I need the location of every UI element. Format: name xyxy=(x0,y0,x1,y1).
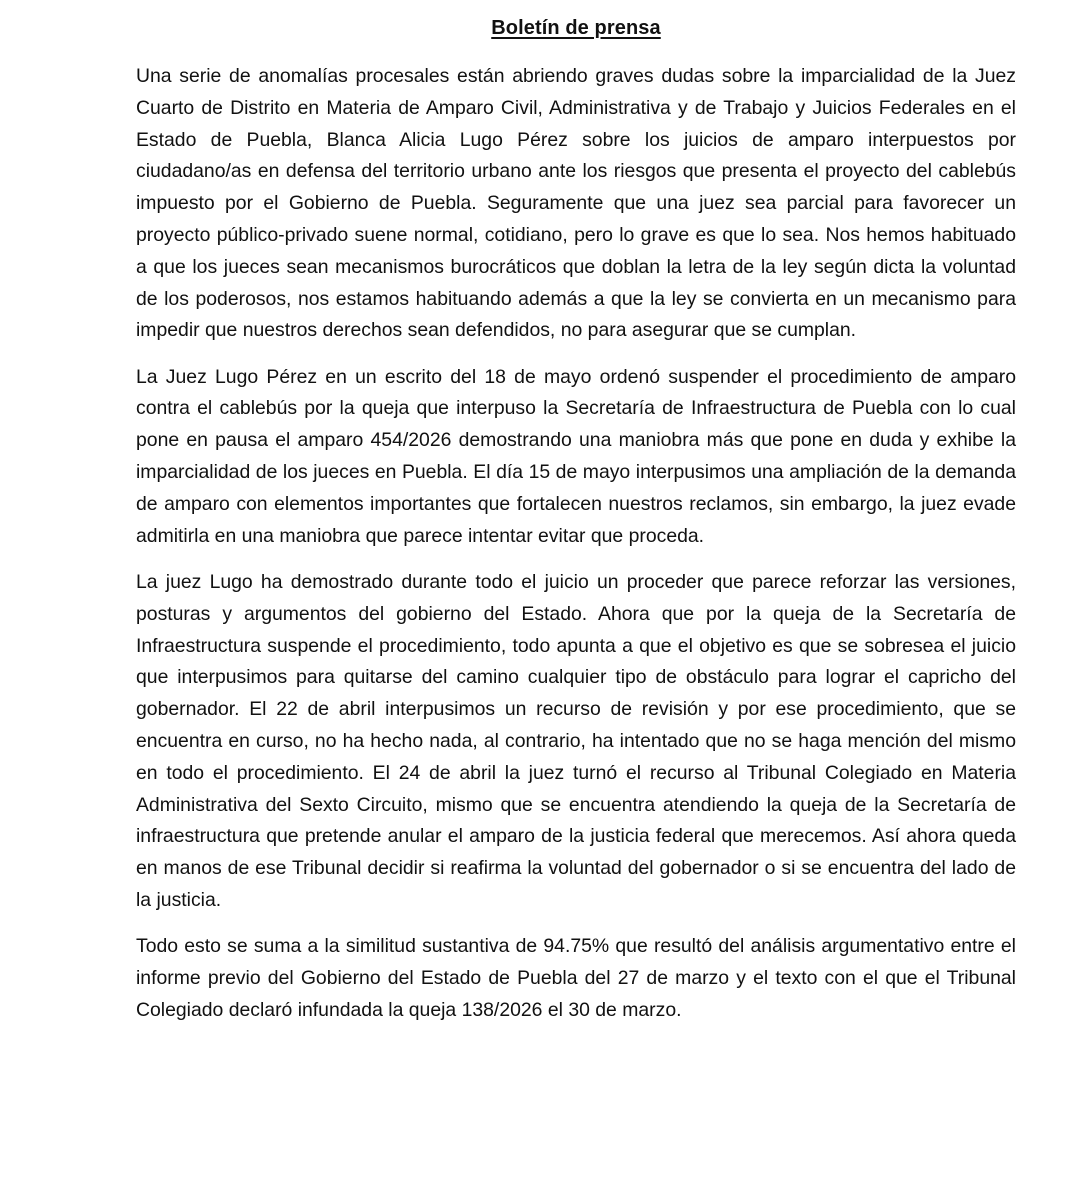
paragraph-2: La Juez Lugo Pérez en un escrito del 18 de mayo ordenó suspender el procedimiento de amparo contra el cablebús por la queja que interpuso la Secretaría de Infraestructura de Puebla con lo cual pone en pausa el amparo 454/2026 demostrando una maniobra más que pone en duda y exhibe la imparcialidad de los jueces en Puebla. El día 15 de mayo interpusimos una ampliación de la demanda de amparo con elementos importantes que fortalecen nuestros reclamos, sin embargo, la juez evade admitirla en una maniobra que parece intentar evitar que proceda. xyxy=(136,365,1016,547)
document-body xyxy=(136,61,1016,1027)
paragraph-1: Una serie de anomalías procesales están abriendo graves dudas sobre la imparcialidad de la Juez Cuarto de Distrito en Materia de Amparo Civil, Administrativa y de Trabajo y Juicios Federales en el Estado de Puebla, Blanca Alicia Lugo Pérez sobre los juicios de amparo interpuestos por ciudadano/as en defensa del territorio urbano ante los riesgos que presenta el proyecto del cablebús impuesto por el Gobierno de Puebla. Seguramente que una juez sea parcial para favorecer un proyecto público-privado suene normal, cotidiano, pero lo grave es que lo sea. Nos hemos habituado a que los jueces sean mecanismos burocráticos que doblan la letra de la ley según dicta la voluntad de los poderosos, nos estamos habituando además a que la ley se convierta en un mecanismo para impedir que nuestros derechos sean defendidos, no para asegurar que se cumplan. xyxy=(136,65,1016,342)
document-title: Boletín de prensa xyxy=(491,17,661,39)
paragraph-4: Todo esto se suma a la similitud sustantiva de 94.75% que resultó del análisis argumentativo entre el informe previo del Gobierno del Estado de Puebla del 27 de marzo y el texto con el que el Tribunal Colegiado declaró infundada la queja 138/2026 el 30 de marzo. xyxy=(136,935,1016,1021)
paragraph-3: La juez Lugo ha demostrado durante todo el juicio un proceder que parece reforzar las versiones, posturas y argumentos del gobierno del Estado. Ahora que por la queja de la Secretaría de Infraestructura suspende el procedimiento, todo apunta a que el objetivo es que se sobresea el juicio que interpusimos para quitarse del camino cualquier tipo de obstáculo para lograr el capricho del gobernador. El 22 de abril interpusimos un recurso de revisión y por ese procedimiento, que se encuentra en curso, no ha hecho nada, al contrario, ha intentado que no se haga mención del mismo en todo el procedimiento. El 24 de abril la juez turnó el recurso al Tribunal Colegiado en Materia Administrativa del Sexto Circuito, mismo que se encuentra atendiendo la queja de la Secretaría de infraestructura que pretende anular el amparo de la justicia federal que merecemos. Así ahora queda en manos de ese Tribunal decidir si reafirma la voluntad del gobernador o si se encuentra del lado de la justicia. xyxy=(136,570,1016,911)
